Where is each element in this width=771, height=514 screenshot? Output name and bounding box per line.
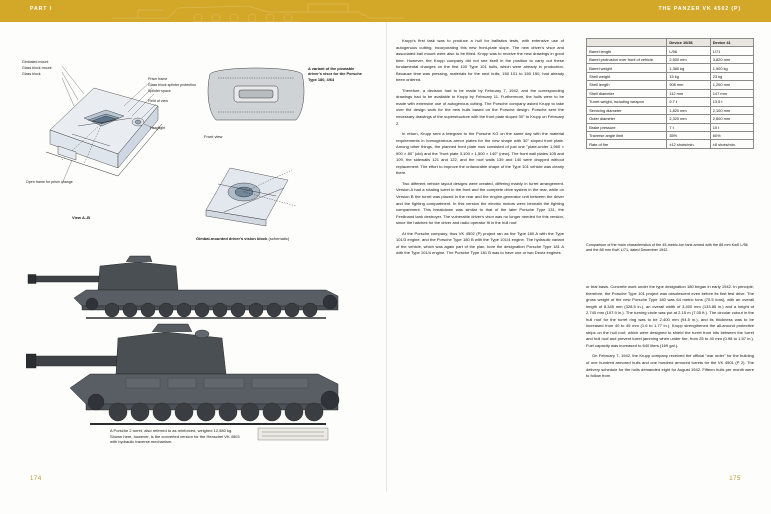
row-value-a: 35% xyxy=(667,131,710,139)
row-label: Shell weight xyxy=(587,72,667,80)
row-value-a: 112 mm xyxy=(667,89,710,97)
label-glass-block-mount: Glass block mount xyxy=(22,66,52,70)
row-value-b: 10 t xyxy=(710,123,753,131)
table-row xyxy=(587,47,754,55)
caption-gimbal-main: Gimbal-mounted driver's vision block xyxy=(196,236,268,241)
row-value-b: 2,600 mm xyxy=(710,115,753,123)
tank-side-view-upper-drawing xyxy=(26,252,352,320)
label-headlight: Headlight xyxy=(150,126,166,130)
row-value-b: 1,200 mm xyxy=(710,81,753,89)
paragraph: At the Porsche company, thus VK 4502 (P) project ran as the Type 180 A with the Type 101/3 engine, and the Porsche Type 180 B with the Type 101/4 engine. The hydraulic variant of the vehicle, which was again part of the plan, bore the designation Porsche Type 181 A with the Type 101/4 engine. The Porsche Type 181 B was to have one or two Deutz engines xyxy=(396,230,564,256)
table-caption: Comparison of the main characteristics of the 45-metric-ton tank armed with the 88 mm KwK L/56 and the 88 mm KwK L/71, dated December 1942. xyxy=(586,243,748,253)
table-header-row xyxy=(587,39,754,47)
label-gimbaled-mount: Gimbaled mount xyxy=(22,60,49,64)
table-header-blank xyxy=(587,39,667,47)
row-value-b: 13.5 t xyxy=(710,98,753,106)
table-row xyxy=(587,140,754,148)
table-header-device-10-36: Device 10/36 xyxy=(667,39,710,47)
table-row xyxy=(587,131,754,139)
row-label: Traverse angle limit xyxy=(587,131,667,139)
row-value-b: 147 mm xyxy=(710,89,753,97)
paragraph: Krupp's first task was to produce a hull for ballistics tests, with extensive use of autogenous cutting, incorporating this new front-plate slope. The new driver's visor and associated ball mount were also to be fitted. Krupp was to receive the new drawings in good time. However, the Krupp company did not see itself in the position to carry out these fundamental changes on the first 100 Type 101 hulls, which were already in production. Because time was pressing, materials for the next hulls, 150 101 to 150 150, had already been ordered. xyxy=(396,38,564,83)
running-head-inner xyxy=(0,0,771,22)
row-value-b: 1,900 kg xyxy=(710,64,753,72)
folio-left: 174 xyxy=(30,476,42,482)
paragraph: On February 7, 1942, the Krupp company received the official "war order" for the building of one hundred armored hulls and one hundred armored turrets for the VK 4501 (P 2). The delivery schedule for the hulls demanded eight for August 1942. Fifteen hulls per month were to follow from xyxy=(586,353,754,379)
row-value-a: 2,320 mm xyxy=(667,115,710,123)
row-value-a: 2,500 mm xyxy=(667,55,710,63)
paragraph: In return, Krupp sent a telegram to the Porsche KG on the same day with the material requirements in homogeneous armor plates for the new shape with 30° sloped front plate. Among other things, the planned front plate now consisted of just one "plate-under 1,960 × 900 × 80" (old) and the "front plate 3,100 × 1,500 × 140" (new). The front wall plates 105 and 109, the sidewalls 121 and 122, and the roof walls 139 and 140 were dropped without replacement. The effort to improve the unfavorable shape of the Type 101 vehicle was clearly there. xyxy=(396,131,564,176)
table-row xyxy=(587,72,754,80)
body-column-left xyxy=(396,38,564,261)
label-field-of-view: Field of view xyxy=(148,99,168,103)
figure-tank-side-view-lower xyxy=(26,322,356,472)
figure-front-view xyxy=(204,64,312,156)
paragraph: Therefore, a decision had to be made by February 7, 1942, and the corresponding drawings had to be available to Krupp by February 11. Furthermore, the hulls were to be made with extensive use of autogenous cutting. The Porsche company asked Krupp to take over the design work for the new hulls based on the Porsche design. Porsche sent the necessary drawings of the superstructure with the front plate sloped 30° to Krupp on February 2. xyxy=(396,87,564,126)
table-row xyxy=(587,64,754,72)
paragraph: or trial basis. Concrete work under the type designation 180 began in early 1942. In principle, therefore, the Porsche Type 101 project was obsolescent even before its first test drive. The gross weight of the new Porsche Type 180 was 64 metric tons (70.5 tons), with an overall length of 8,345 mm (328.5 in.), an overall width of 3,400 mm (133.85 in.) and a height of 2,740 mm (107.9 in.). The turning circle was put at 2.15 m (7.05 ft.). The circular cutout in the hull roof for the turret ring was to be 2,400 mm (94.5 in.), and its thickness was to be increased from 40 to 45 mm (1.6 to 1.77 in.). Krupp strengthened the all-around protective strips on the hull roof, which were designed to shield the turret from hits between the turret and hull roof and prevent turret jamming when under fire, from 25 to 40 mm (0.98 to 1.57 in.). Fuel capacity was increased to 640 liters (169 gal.). xyxy=(586,284,754,348)
folio-right: 175 xyxy=(729,476,741,482)
row-label: Barrel length xyxy=(587,47,667,55)
row-value-b: L/71 xyxy=(710,47,753,55)
table-row xyxy=(587,98,754,106)
row-value-a: 15 kg xyxy=(667,72,710,80)
row-label: Servicing diameter xyxy=(587,106,667,114)
tank-side-view-lower-drawing xyxy=(26,322,352,442)
gutter-divider xyxy=(386,22,387,492)
decorative-blueprint-strip xyxy=(108,0,408,22)
figure-gimbal-vision-block xyxy=(196,150,316,238)
caption-view-a-b: View A–B xyxy=(72,215,91,220)
row-value-b: 60% xyxy=(710,131,753,139)
table-row xyxy=(587,81,754,89)
table-row xyxy=(587,55,754,63)
paragraph: Two different vehicle layout designs were created, differing mainly in turret arrangement. Version A had a rotating turret in the front and the complete drive system in the rear, while on Version B the turret was placed in the rear and the engine-generator unit between the driver and the fighting compartment. In this version the electric motors were beneath the fighting compartment. This breakdown was similar to that of the later Porsche Type 131, the Ferdinand tank destroyer. The vulnerable driver's visor was no longer needed for this version, since the hatches for the driver and radio operator fit in the hull roof. xyxy=(396,180,564,226)
specification-table xyxy=(586,38,754,149)
row-value-a: 1,820 mm xyxy=(667,106,710,114)
row-label: Barrel weight xyxy=(587,64,667,72)
row-value-a: 908 mm xyxy=(667,81,710,89)
isometric-visor-drawing xyxy=(32,60,192,200)
caption-gimbal-vision-block xyxy=(196,236,326,241)
table-row xyxy=(587,115,754,123)
table-row xyxy=(587,89,754,97)
right-page xyxy=(396,38,754,478)
figure-tank-side-view-upper xyxy=(26,252,356,324)
row-value-a: L/56 xyxy=(667,47,710,55)
row-label: Brake pressure xyxy=(587,123,667,131)
label-glass-block-splinter-protection: Glass block splinter protection xyxy=(148,83,196,87)
running-head-left: PART I xyxy=(30,6,53,12)
row-label: Rate of fire xyxy=(587,140,667,148)
label-glass-block: Glass block xyxy=(22,72,41,76)
row-value-a: 9.7 t xyxy=(667,98,710,106)
gimbal-vision-block-drawing xyxy=(196,150,314,228)
row-label: Turret weight, including weapon xyxy=(587,98,667,106)
label-splinter-space: Splinter space xyxy=(148,89,171,93)
label-prism-frame: Prism frame xyxy=(148,77,168,81)
row-value-b: ±8 shots/min. xyxy=(710,140,753,148)
caption-porsche-turret-note: A Porsche 2 turret, also referred to as reinforced, weighed 12,580 kg. Shown here, however, is the converted version for the Henschel VK 4503 with hydraulic traverse mechanism. xyxy=(110,428,240,445)
row-label: Shell diameter xyxy=(587,89,667,97)
left-page xyxy=(18,30,370,482)
caption-gimbal-sub: (schematic) xyxy=(268,236,290,241)
table-header-device-41: Device 41 xyxy=(710,39,753,47)
row-value-a: 1,380 kg xyxy=(667,64,710,72)
front-view-drawing xyxy=(204,64,308,126)
table-row xyxy=(587,123,754,131)
body-column-right xyxy=(586,284,754,384)
running-head-band xyxy=(0,0,771,22)
caption-front-view: Front view xyxy=(204,134,223,139)
row-label: Outer diameter xyxy=(587,115,667,123)
spread xyxy=(0,22,771,492)
figure-isometric-visor-cutaway xyxy=(22,60,196,200)
row-label: Barrel protrusion over front of vehicle xyxy=(587,55,667,63)
row-label: Shell length xyxy=(587,81,667,89)
row-value-b: 2,100 mm xyxy=(710,106,753,114)
row-value-a: ±12 shots/min. xyxy=(667,140,710,148)
label-open-frame-prism-change: Open frame for prism change xyxy=(26,180,73,184)
row-value-a: 7 t xyxy=(667,123,710,131)
running-head-right: THE PANZER VK 4502 (P) xyxy=(658,6,741,12)
row-value-b: 23 kg xyxy=(710,72,753,80)
table-row xyxy=(587,106,754,114)
row-value-b: 3,820 mm xyxy=(710,55,753,63)
caption-visor-variant: A variant of the pivotable driver's visor for the Porsche Type 180, 4/64 xyxy=(308,66,362,82)
